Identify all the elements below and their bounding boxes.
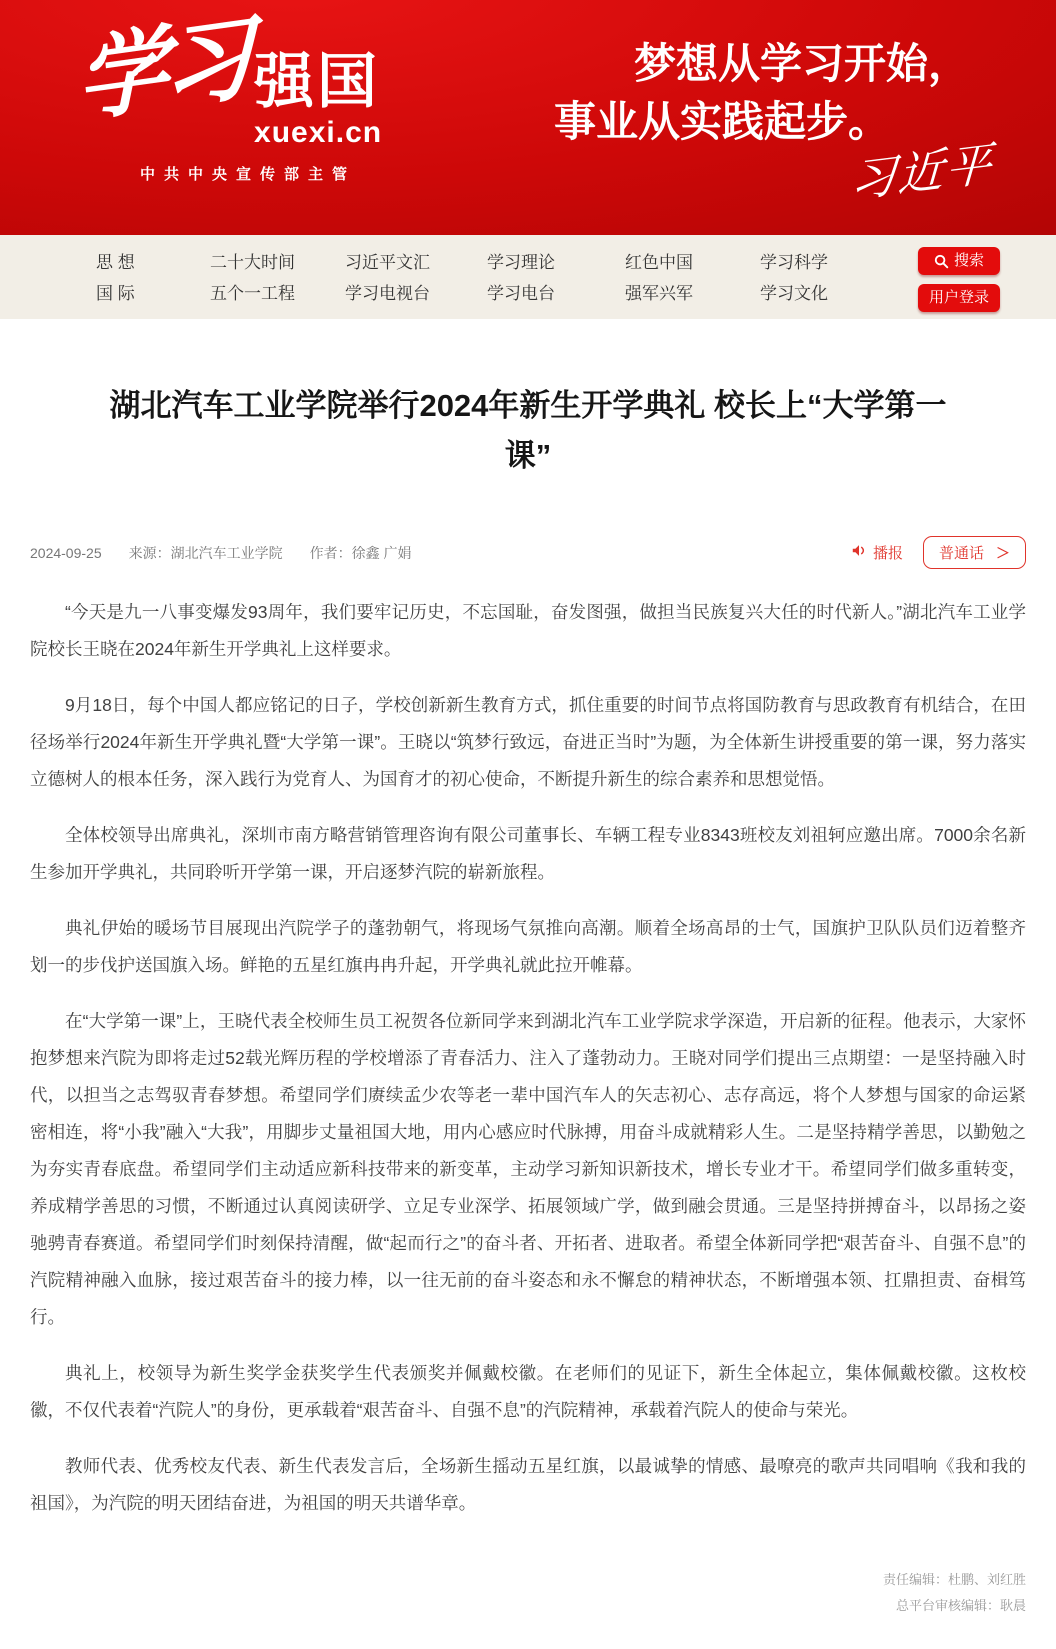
article-title: 湖北汽车工业学院举行2024年新生开学典礼 校长上“大学第一课” — [109, 388, 947, 473]
site-logo[interactable] — [74, 2, 383, 150]
logo-brand-qiangguo: 强国 — [254, 48, 381, 115]
site-banner — [0, 0, 1056, 235]
banner-slogan — [548, 36, 970, 152]
nav-item-xi-writings[interactable]: 习近平文汇 — [345, 253, 430, 272]
logo-subtitle: 中共中央宣传部主管 — [140, 166, 357, 183]
login-button[interactable] — [918, 284, 1000, 312]
nav-buttons — [918, 247, 1000, 312]
nav-item-study-science[interactable]: 学习科学 — [760, 253, 828, 272]
broadcast-button[interactable] — [851, 542, 903, 563]
nav-row-2 — [0, 276, 1056, 307]
nav-item-thought[interactable]: 思 想 — [96, 253, 135, 272]
nav-item-international[interactable]: 国 际 — [96, 284, 135, 303]
article-tools — [851, 536, 1026, 569]
nav-item-study-culture[interactable]: 学习文化 — [760, 284, 828, 303]
nav-item-study-tv[interactable]: 学习电视台 — [345, 284, 430, 303]
paragraph-6: 典礼上，校领导为新生奖学金获奖学生代表颁奖并佩戴校徽。在老师们的见证下，新生全体起立，集体佩戴校徽。这枚校徽，不仅代表着“汽院人”的身份，更承载着“艰苦奋斗、自强不息”的汽院精神，承载着汽院人的使命与荣光。 — [30, 1363, 1026, 1421]
nav-item-study-theory[interactable]: 学习理论 — [487, 253, 555, 272]
article-credits — [0, 1541, 1056, 1649]
article-source: 来源：湖北汽车工业学院 — [128, 544, 283, 561]
xi-jinping-signature: 习近平 — [848, 135, 995, 209]
chevron-right-icon: ＞ — [996, 544, 1010, 561]
paragraph-3: 全体校领导出席典礼，深圳市南方略营销管理咨询有限公司董事长、车辆工程专业8343班校友刘祖轲应邀出席。7000余名新生参加开学典礼，共同聆听开学第一课，开启逐梦汽院的崭新旅程。 — [30, 825, 1026, 883]
main-navigation — [0, 235, 1056, 319]
responsible-editor: 责任编辑：杜鹏、刘红胜 — [882, 1572, 1026, 1588]
article-container — [0, 381, 1056, 1522]
search-icon — [934, 254, 949, 269]
slogan-line-1: 梦想从学习开始， — [634, 42, 971, 88]
paragraph-5: 在“大学第一课”上，王晓代表全校师生员工祝贺各位新同学来到湖北汽车工业学院求学深造，开启新的征程。他表示，大家怀抱梦想来汽院为即将走过52载光辉历程的学校增添了青春活力、注入了蓬勃动力。王晓对同学们提出三点期望：一是坚持融入时代，以担当之志驾驭青春梦想。希望同学们赓续孟少农等老一辈中国汽车人的矢志初心、志存高远，将个人梦想与国家的命运紧密相连，将“小我”融入“大我”，用脚步丈量祖国大地，用内心感应时代脉搏，用奋斗成就精彩人生。二是坚持精学善思，以勤勉之为夯实青春底盘。希望同学们主动适应新科技带来的新变革，主动学习新知识新技术，增长专业才干。希望同学们做多重转变，养成精学善思的习惯，不断通过认真阅读研学、立足专业深学、拓展领域广学，做到融会贯通。三是坚持拼搏奋斗，以昂扬之姿驰骋青春赛道。希望同学们时刻保持清醒，做“起而行之”的奋斗者、开拓者、进取者。希望全体新同学把“艰苦奋斗、自强不息”的汽院精神融入血脉，接过艰苦奋斗的接力棒，以一往无前的奋斗姿态和永不懈怠的精神状态，不断增强本领、扛鼎担责、奋楫笃行。 — [30, 1011, 1026, 1328]
slogan-line-2: 事业从实践起步。 — [554, 100, 891, 146]
speaker-icon — [851, 543, 867, 562]
broadcast-label: 播报 — [872, 545, 903, 563]
search-button[interactable] — [918, 247, 1000, 275]
paragraph-1: “今天是九一八事变爆发93周年，我们要牢记历史，不忘国耻，奋发图强，做担当民族复兴大任的时代新人。”湖北汽车工业学院校长王晓在2024年新生开学典礼上这样要求。 — [30, 602, 1026, 660]
nav-item-strong-military[interactable]: 强军兴军 — [625, 284, 693, 303]
platform-review-editor: 总平台审核编辑：耿晨 — [895, 1598, 1026, 1614]
search-button-label: 搜索 — [953, 252, 984, 269]
publish-date: 2024-09-25 — [30, 544, 102, 561]
language-label: 普通话 — [938, 545, 984, 563]
nav-item-20th-congress-time[interactable]: 二十大时间 — [210, 253, 295, 272]
article-meta — [30, 536, 1026, 569]
article-body — [30, 594, 1026, 1522]
logo-domain: xuexi.cn — [254, 116, 383, 149]
article-author: 作者：徐鑫 广娟 — [309, 544, 412, 561]
nav-item-five-one-project[interactable]: 五个一工程 — [210, 284, 295, 303]
nav-row-1 — [0, 245, 1056, 276]
language-select-button[interactable] — [923, 536, 1026, 569]
paragraph-2: 9月18日，每个中国人都应铭记的日子，学校创新新生教育方式，抓住重要的时间节点将国防教育与思政教育有机结合，在田径场举行2024年新生开学典礼暨“大学第一课”。王晓以“筑梦行致远，奋进正当时”为题，为全体新生讲授重要的第一课，努力落实立德树人的根本任务，深入践行为党育人、为国育才的初心使命，不断提升新生的综合素养和思想觉悟。 — [30, 695, 1026, 790]
nav-item-red-china[interactable]: 红色中国 — [625, 253, 693, 272]
paragraph-7: 教师代表、优秀校友代表、新生代表发言后，全场新生摇动五星红旗，以最诚挚的情感、最嘹亮的歌声共同唱响《我和我的祖国》，为汽院的明天团结奋进，为祖国的明天共谱华章。 — [30, 1456, 1026, 1514]
logo-calligraphy-xuexi: 学习 — [74, 2, 250, 136]
nav-item-study-radio[interactable]: 学习电台 — [487, 284, 555, 303]
paragraph-4: 典礼伊始的暖场节目展现出汽院学子的蓬勃朝气，将现场气氛推向高潮。顺着全场高昂的士气，国旗护卫队队员们迈着整齐划一的步伐护送国旗入场。鲜艳的五星红旗冉冉升起，开学典礼就此拉开帷幕。 — [30, 918, 1026, 976]
login-button-label: 用户登录 — [928, 289, 989, 306]
